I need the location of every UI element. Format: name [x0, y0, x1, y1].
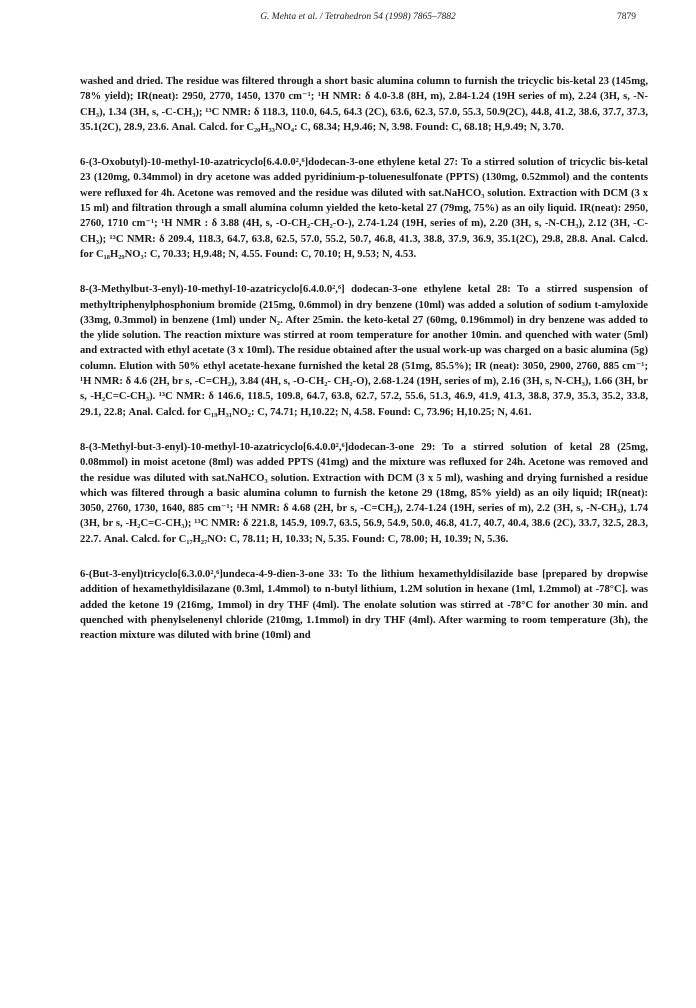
- paragraph-compound-27: [80, 155, 648, 262]
- paragraph-bis-ketal-23: [80, 74, 648, 135]
- paragraph-text: To a stirred solution of tricyclic bis-ketal 23 (120mg, 0.34mmol) in dry acetone was added pyridinium-p-toluenesulfonate (PPTS) (130mg, 0.52mmol) and the contents were refluxed for 4h. Acetone was removed and the residue was diluted with sat.NaHCO₃ solution. Extraction with DCM (3 x 15 ml) and filtration through a small alumina column yielded the keto-ketal 27 (79mg, 75%) as an oily liquid. IR(neat): 2950, 2760, 1710 cm⁻¹; ¹H NMR : δ 3.88 (4H, s, -O-CH₂-CH₂-O-), 2.74-1.24 (19H, series of m), 2.20 (3H, s, -N-CH₃), 2.12 (3H, -C-CH₃); ¹³C NMR: δ 209.4, 118.3, 64.7, 63.8, 62.5, 57.0, 55.2, 50.7, 46.8, 41.3, 38.8, 37.9, 36.9, 35.1(2C), 29.8, 28.8. Anal. Calcd. for C₁₈H₂₉NO₃: C, 70.33; H,9.48; N, 4.55. Found: C, 70.10; H, 9.53; N, 4.53.: [80, 157, 648, 260]
- paragraph-text: To the lithium hexamethyldisilazide base [prepared by dropwise addition of hexamethyldisilazane (0.3ml, 1.4mmol) to n-butyl lithium, 1.2M solution in hexane (1ml, 1.2mmol) at -78°C]. was added the ketone 19 (216mg, 1mmol) in dry THF (4ml). The enolate solution was stirred at -78°C for another 30 min. and quenched with phenylselenenyl chloride (210mg, 1.1mmol) in dry THF (4ml). After warming to room temperature (3h), the reaction mixture was diluted with brine (10ml) and: [80, 569, 648, 642]
- paragraph-text: washed and dried. The residue was filtered through a short basic alumina column to furnish the tricyclic bis-ketal 23 (145mg, 78% yield); IR(neat): 2950, 2770, 1450, 1370 cm⁻¹; ¹H NMR: δ 4.0-3.8 (8H, m), 2.84-1.24 (19H series of m), 2.24 (3H, s, -N-CH₃), 1.34 (3H, s, -C-CH₃); ¹³C NMR: δ 118.3, 110.0, 64.5, 64.3 (2C), 63.6, 62.3, 57.0, 55.3, 50.9(2C), 44.8, 41.2, 38.6, 37.7, 37.3, 35.1(2C), 28.9, 23.6. Anal. Calcd. for C₂₀H₃₃NO₄: C, 68.34; H,9.46; N, 3.98. Found: C, 68.18; H,9.49; N, 3.70.: [80, 76, 648, 133]
- compound-title: 6-(But-3-enyl)tricyclo[6.3.0.0²,⁶]undeca-4-9-dien-3-one 33:: [80, 569, 343, 581]
- running-head: G. Mehta et al. / Tetrahedron 54 (1998) 7865–7882: [260, 12, 456, 22]
- compound-title: 8-(3-Methylbut-3-enyl)-10-methyl-10-azatricyclo[6.4.0.0²,⁶] dodecan-3-one ethylene ketal 28:: [80, 284, 511, 296]
- paragraph-text: To a stirred solution of ketal 28 (25mg, 0.08mmol) in moist acetone (8ml) was added PPTS (41mg) and the mixture was refluxed for 24h. Acetone was removed and the residue was diluted with sat.NaHCO₃ solution. Extraction with DCM (3 x 5 ml), washing and drying furnished a residue which was filtered through a basic alumina column to furnish the ketone 29 (18mg, 85% yield) as an oily liquid; IR(neat): 3050, 2760, 1730, 1640, 885 cm⁻¹; ¹H NMR: δ 4.68 (2H, br s, -C=CH₂), 2.74-1.24 (19H, series of m), 2.2 (3H, s, -N-CH₃), 1.74 (3H, br s, -H₂C=C-CH₃); ¹³C NMR: δ 221.8, 145.9, 109.7, 63.5, 56.9, 54.9, 50.0, 46.8, 41.7, 40.7, 40.4, 38.6 (2C), 33.7, 32.5, 28.3, 22.7. Anal. Calcd. for C₁₇H₂₇NO: C, 78.11; H, 10.33; N, 5.35. Found: C, 78.00; H, 10.39; N, 5.36.: [80, 441, 648, 545]
- compound-title: 6-(3-Oxobutyl)-10-methyl-10-azatricyclo[6.4.0.0²,⁶]dodecan-3-one ethylene ketal 27:: [80, 157, 459, 169]
- paragraph-text: To a stirred suspension of methyltriphenylphosphonium bromide (215mg, 0.6mmol) in dry benzene (10ml) was added a solution of sodium t-amyloxide (33mg, 0.3mmol) in benzene (1ml) under N₂. After 25min. the keto-ketal 27 (60mg, 0.196mmol) in dry benzene was added to the ylide solution. The reaction mixture was stirred at room temperature for another 10min. and quenched with water (5ml) and extracted with ethyl acetate (3 x 10ml). The residue obtained after the usual work-up was charged on a basic alumina (5g) column. Elution with 50% ethyl acetate-hexane furnished the ketal 28 (51mg, 85.5%); IR (neat): 3050, 2900, 2760, 885 cm⁻¹; ¹H NMR: δ 4.6 (2H, br s, -C=CH₂), 3.84 (4H, s, -O-CH₂- CH₂-O), 2.68-1.24 (19H, series of m), 2.16 (3H, s, N-CH₃), 1.66 (3H, br s, -H₂C=C-CH₃). ¹³C NMR: δ 146.6, 118.5, 109.8, 64.7, 63.8, 62.7, 57.2, 55.6, 51.3, 46.9, 41.9, 41.3, 38.8, 37.9, 35.3, 35.2, 33.8, 29.1, 22.8; Anal. Calcd. for C₁₉H₃₁NO₂: C, 74.71; H,10.22; N, 4.58. Found: C, 73.96; H,10.25; N, 4.61.: [80, 284, 648, 418]
- paragraph-compound-28: [80, 282, 648, 420]
- document-body: [80, 74, 648, 664]
- paragraph-compound-33: [80, 567, 648, 643]
- page-header: [80, 12, 636, 28]
- paragraph-compound-29: [80, 440, 648, 547]
- compound-title: 8-(3-Methyl-but-3-enyl)-10-methyl-10-azatricyclo[6.4.0.0²,⁶]dodecan-3-one 29:: [80, 441, 436, 453]
- page-number: 7879: [617, 12, 636, 22]
